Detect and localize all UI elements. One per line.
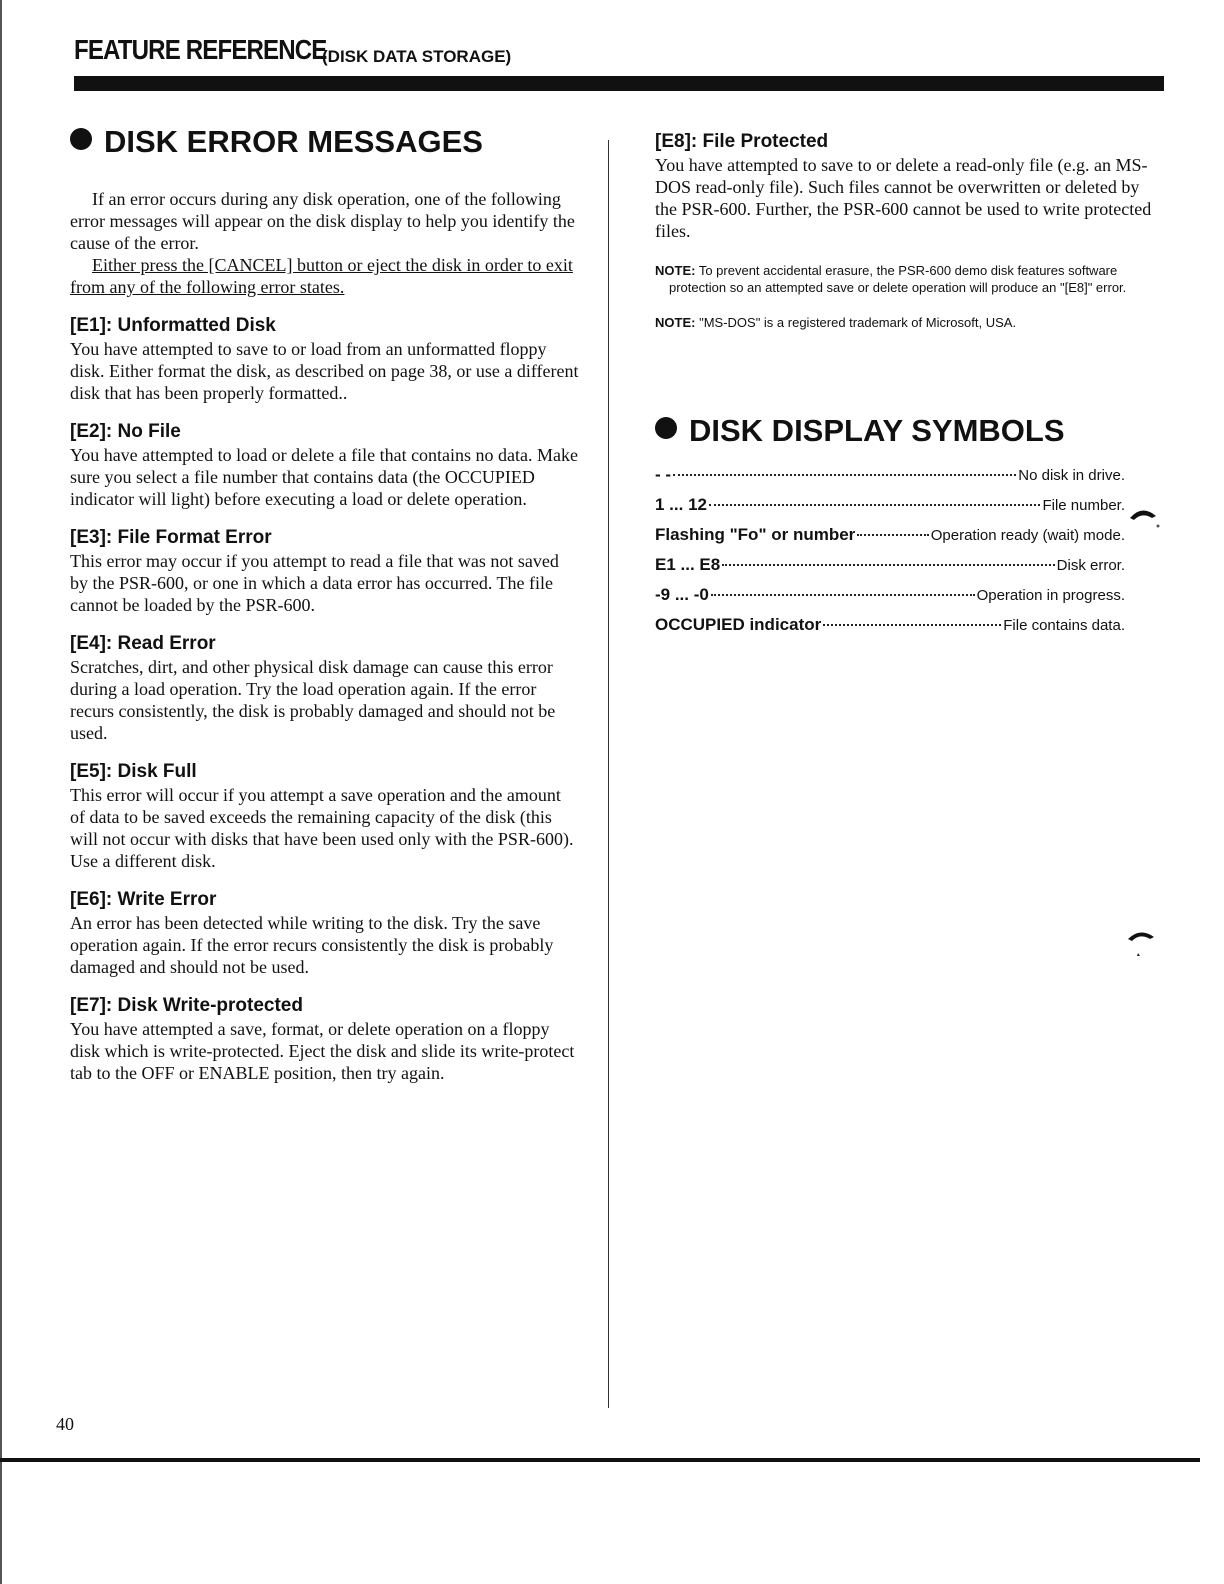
error-entry-e3	[70, 526, 580, 616]
symbol-row	[655, 525, 1125, 555]
left-column	[70, 124, 580, 1084]
symbol-definition: File contains data.	[1003, 617, 1125, 634]
error-entry-e6	[70, 888, 580, 978]
punch-hole-blot-icon	[1126, 502, 1162, 532]
error-title: [E5]: Disk Full	[70, 761, 197, 782]
symbol-row	[655, 465, 1125, 495]
error-entry-e7	[70, 994, 580, 1084]
error-body: This error may occur if you attempt to read a file that was not saved by the PSR-600, or one in which a data error has occurred. The file cannot be loaded by the PSR-600.	[70, 551, 559, 615]
error-title: [E7]: Disk Write-protected	[70, 995, 303, 1016]
intro-cancel-instruction: Either press the [CANCEL] button or eject the disk in order to exit from any of the following error states.	[70, 255, 573, 297]
error-title-e8: [E8]: File Protected	[655, 131, 829, 152]
header-subtitle: (DISK DATA STORAGE)	[322, 47, 512, 66]
error-body-e8: You have attempted to save to or delete a read-only file (e.g. an MS-DOS read-only file). Such files cannot be overwritten or deleted by the PSR-600. Further, the PSR-600 cannot be used to write protected files.	[655, 155, 1152, 241]
symbol-row	[655, 495, 1125, 525]
bullet-icon	[655, 417, 677, 439]
symbol-definition: Operation ready (wait) mode.	[930, 527, 1125, 544]
intro	[70, 188, 580, 298]
bullet-icon	[70, 128, 92, 150]
error-entry-e4	[70, 632, 580, 744]
symbol-term: OCCUPIED indicator	[655, 615, 822, 634]
symbol-term: -9 ... -0	[655, 585, 709, 604]
error-body: You have attempted to load or delete a file that contains no data. Make sure you select a file number that contains data (the OCCUPIED indicator will light) before executing a load or delete operation.	[70, 445, 579, 509]
symbol-term: Flashing "Fo" or number	[655, 525, 856, 544]
note-text: To prevent accidental erasure, the PSR-600 demo disk features software protection so an attempted save or delete operation will produce an "[E8]" error.	[669, 263, 1127, 295]
error-body: This error will occur if you attempt a save operation and the amount of data to be saved exceeds the remaining capacity of the disk (this will not occur with disks that have been used only with the PSR-600). Use a different disk.	[70, 785, 574, 871]
note-text: "MS-DOS" is a registered trademark of Microsoft, USA.	[699, 315, 1017, 330]
page-edge-line	[0, 0, 2, 1584]
symbol-term: E1 ... E8	[655, 555, 721, 574]
error-entry-e2	[70, 420, 580, 510]
symbol-list	[655, 465, 1165, 645]
leader-dots	[709, 504, 1040, 506]
symbol-term: - -	[655, 465, 672, 484]
section-heading-errors	[70, 124, 580, 160]
intro-paragraph: If an error occurs during any disk operation, one of the following error messages will appear on the disk display to help you identify the cause of the error.	[70, 189, 575, 253]
column-divider	[608, 140, 609, 1408]
header-title: FEATURE REFERENCE	[74, 34, 327, 65]
error-title: [E4]: Read Error	[70, 633, 216, 654]
error-title: [E3]: File Format Error	[70, 527, 272, 548]
footer-rule	[0, 1458, 1200, 1462]
symbol-definition: No disk in drive.	[1018, 467, 1125, 484]
leader-dots	[857, 534, 928, 536]
section-heading-errors-text: DISK ERROR MESSAGES	[104, 124, 483, 159]
error-body: You have attempted to save to or load from an unformatted floppy disk. Either format the disk, as described on page 38, or use a different disk that has been properly formatted..	[70, 339, 579, 403]
right-column	[655, 130, 1165, 645]
symbol-definition: Disk error.	[1056, 557, 1125, 574]
error-entry-e1	[70, 314, 580, 404]
symbol-row	[655, 615, 1125, 645]
header-rule	[74, 76, 1164, 91]
leader-dots	[673, 474, 1016, 476]
symbol-definition: File number.	[1042, 497, 1125, 514]
error-body: An error has been detected while writing to the disk. Try the save operation again. If the error recurs consistently the disk is probably damaged and should not be used.	[70, 913, 554, 977]
note-label: NOTE:	[655, 263, 696, 278]
section-heading-symbols-text: DISK DISPLAY SYMBOLS	[689, 413, 1065, 448]
section-heading-symbols	[655, 413, 1165, 449]
symbol-row	[655, 585, 1125, 615]
error-title: [E6]: Write Error	[70, 889, 217, 910]
page-number: 40	[56, 1414, 74, 1434]
note-demo-disk	[655, 262, 1165, 296]
leader-dots	[823, 624, 1001, 626]
error-body: You have attempted a save, format, or delete operation on a floppy disk which is write-protected. Eject the disk and slide its write-protect tab to the OFF or ENABLE position, then try again.	[70, 1019, 575, 1083]
note-trademark	[655, 314, 1165, 331]
leader-dots	[722, 564, 1054, 566]
punch-hole-blot-icon	[1124, 925, 1160, 961]
error-body: Scratches, dirt, and other physical disk damage can cause this error during a load operation. Try the load operation again. If the error recurs consistently, the disk is probably damaged and should not be used.	[70, 657, 556, 743]
symbol-definition: Operation in progress.	[976, 587, 1125, 604]
error-title: [E1]: Unformatted Disk	[70, 315, 276, 336]
error-title: [E2]: No File	[70, 421, 181, 442]
leader-dots	[711, 594, 975, 596]
symbol-term: 1 ... 12	[655, 495, 707, 514]
note-label: NOTE:	[655, 315, 696, 330]
symbol-row	[655, 555, 1125, 585]
error-entry-e5	[70, 760, 580, 872]
